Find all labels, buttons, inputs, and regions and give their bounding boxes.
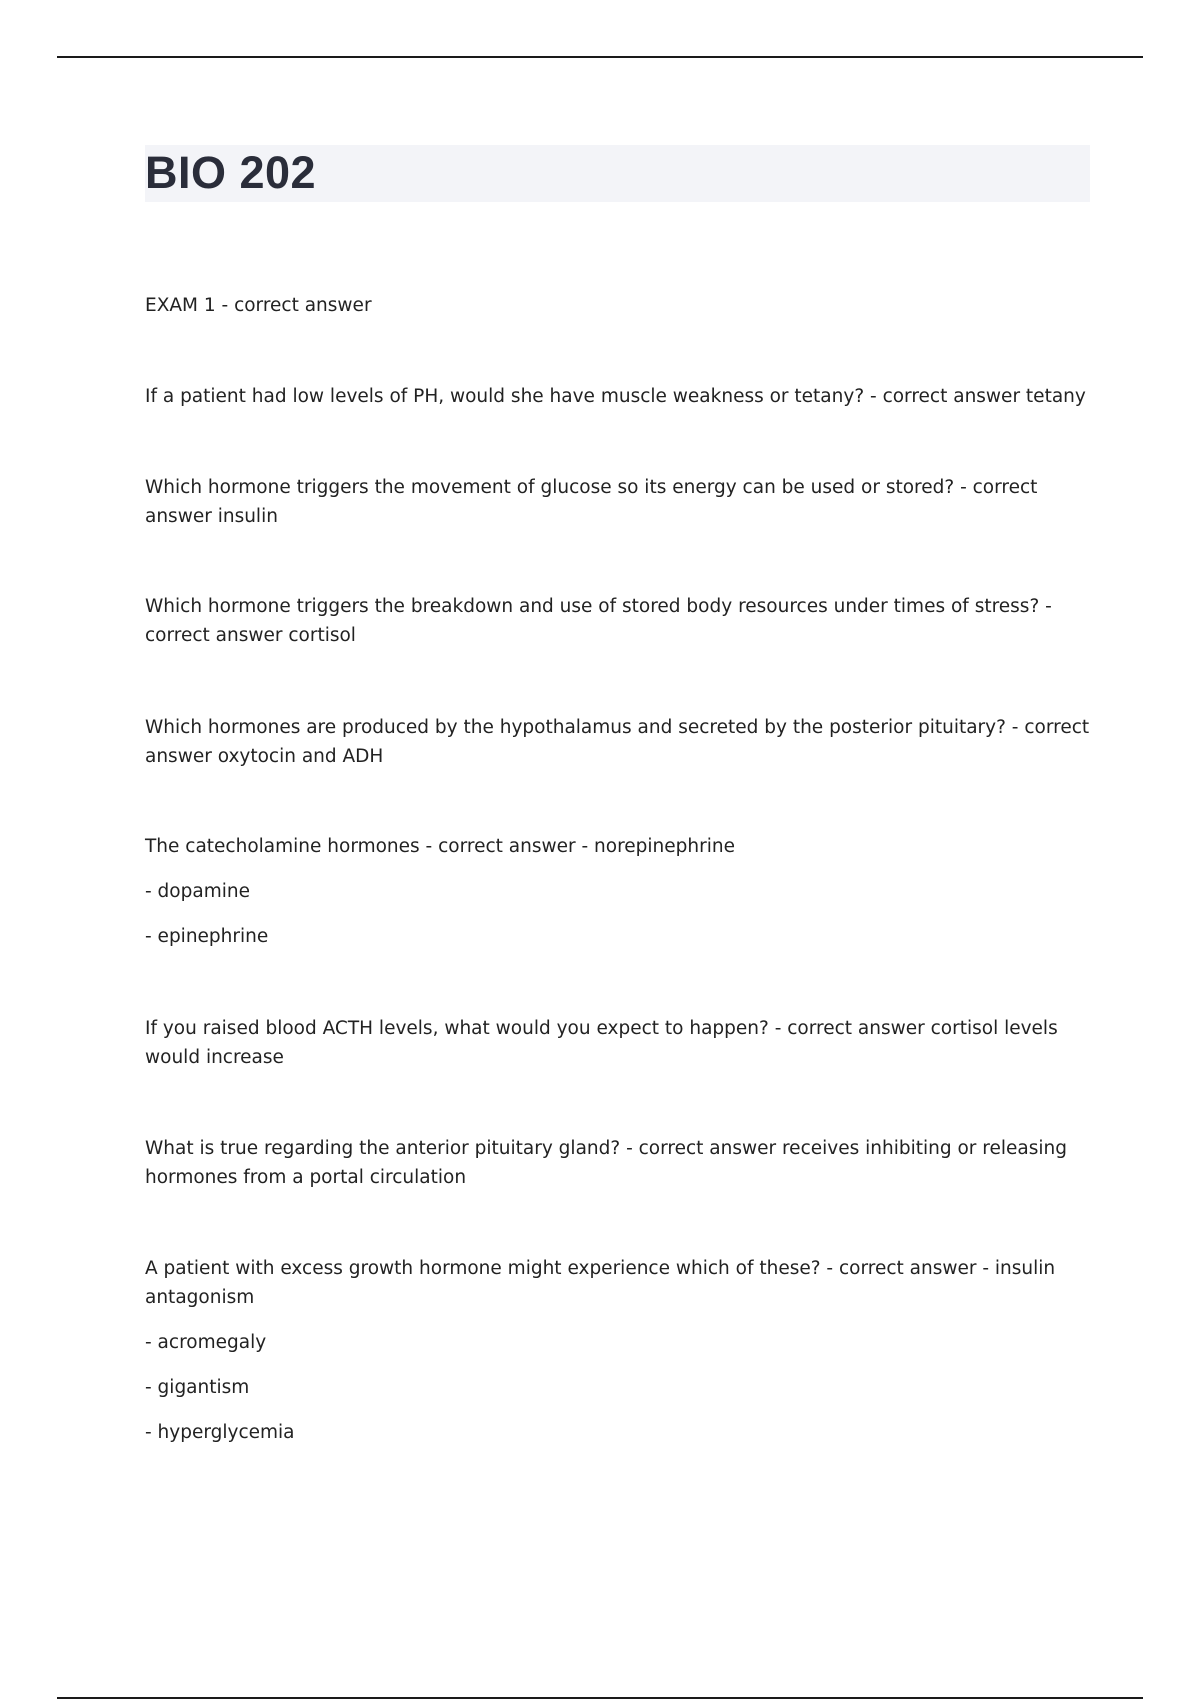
qa-text: Which hormone triggers the breakdown and use of stored body resources under times of stress? - correct answer cortisol [145, 596, 1052, 646]
qa-item [145, 382, 1090, 411]
qa-text: If you raised blood ACTH levels, what would you expect to happen? - correct answer cortisol levels would increase [145, 1018, 1058, 1068]
qa-item-exam-header [145, 291, 1090, 320]
qa-item [145, 713, 1090, 771]
qa-text: Which hormone triggers the movement of glucose so its energy can be used or stored? - correct answer insulin [145, 477, 1038, 527]
bottom-divider [57, 1697, 1143, 1699]
qa-subitem: - dopamine [145, 881, 250, 902]
qa-item [145, 1134, 1090, 1192]
qa-subitem: - hyperglycemia [145, 1422, 295, 1443]
qa-item [145, 592, 1090, 650]
qa-text: A patient with excess growth hormone might experience which of these? - correct answer - insulin antagonism [145, 1258, 1056, 1308]
qa-subitem: - epinephrine [145, 926, 269, 947]
qa-text: Which hormones are produced by the hypothalamus and secreted by the posterior pituitary? - correct answer oxytocin and ADH [145, 717, 1090, 767]
qa-item [145, 1254, 1090, 1447]
document-title: BIO 202 [145, 147, 317, 198]
qa-item [145, 473, 1090, 531]
qa-text: If a patient had low levels of PH, would she have muscle weakness or tetany? - correct answer tetany [145, 386, 1086, 407]
qa-text: What is true regarding the anterior pituitary gland? - correct answer receives inhibiting or releasing hormones from a portal circulation [145, 1138, 1067, 1188]
qa-subitem: - gigantism [145, 1377, 250, 1398]
qa-item [145, 832, 1090, 951]
qa-text: The catecholamine hormones - correct answer - norepinephrine [145, 836, 735, 857]
qa-subitem: - acromegaly [145, 1332, 267, 1353]
qa-text: EXAM 1 - correct answer [145, 295, 372, 316]
title-band [145, 145, 1090, 202]
qa-item [145, 1014, 1090, 1072]
top-divider [57, 56, 1143, 58]
